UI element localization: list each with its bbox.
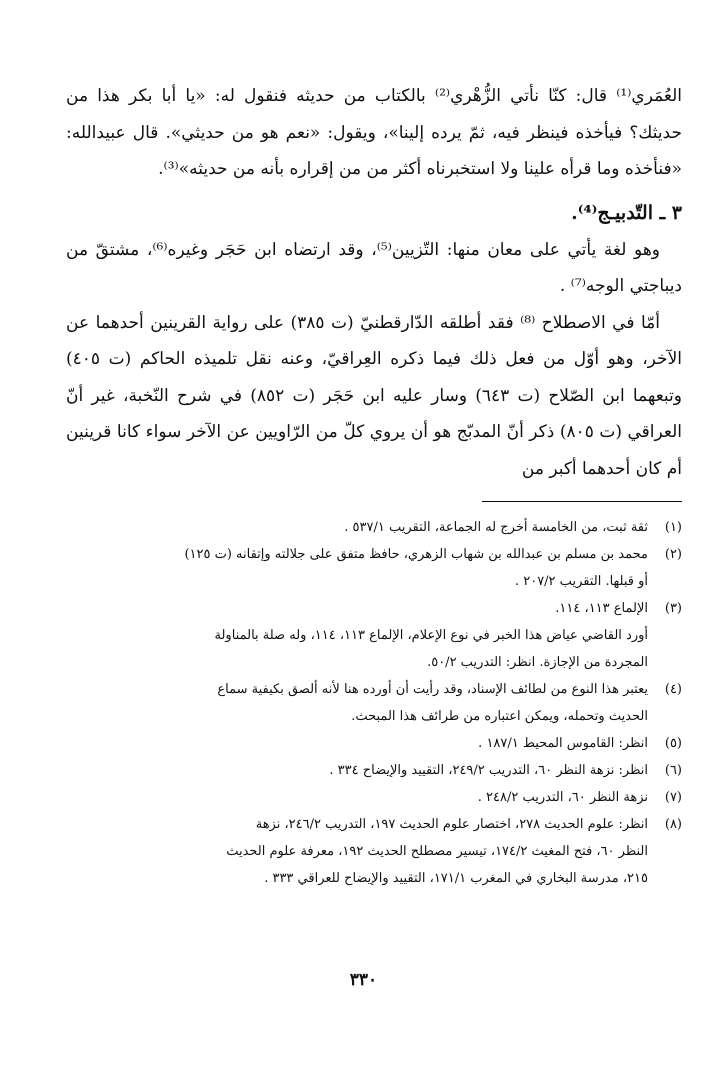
footnote-line: نزهة النظر ٦٠، التدريب ٢٤٨/٢ . [477, 790, 648, 805]
footnote-number: (٤) [664, 682, 682, 697]
section-heading: ٣ ـ التّدبيـج⁽⁴⁾. [571, 201, 682, 224]
paragraph-1: العُمَري⁽¹⁾ قال: كنّا نأتي الزُّهْري⁽²⁾ بالكتاب من حديثه فنقول له: «يا أبا بكر هذا من حديثك؟ فيأخذه فينظر فيه، ثمّ يرده إلينا»، ويقول: «نعم هو من حديثي». قال عبيدالله: «فنأخذه وما قرأه علينا ولا استخبرناه أكثر من من إقراره بأنه من حديثه»⁽³⁾. [66, 86, 683, 179]
footnote-number: (١) [664, 520, 682, 535]
footnote [66, 811, 682, 892]
footnote-line: انظر: نزهة النظر ٦٠، التدريب ٢٤٩/٢، التقييد والإيضاح ٣٣٤ . [329, 763, 648, 778]
footnote-line: انظر: علوم الحديث ٢٧٨، اختصار علوم الحديث ١٩٧، التدريب ٢٤٦/٢، نزهة [255, 817, 648, 832]
paragraph-2: وهو لغة يأتي على معان منها: التّزيين⁽⁵⁾، وقد ارتضاه ابن حَجَر وغيره⁽⁶⁾، مشتقّ من ديباجتي الوجه⁽⁷⁾ . [66, 239, 682, 296]
footnote-number: (٦) [664, 763, 682, 778]
footnote [66, 730, 682, 757]
page-content [66, 78, 682, 892]
footnote-line: ٢١٥، مدرسة البخاري في المغرب ١٧١/١، التقييد والإيضاح للعراقي ٣٣٣ . [264, 871, 648, 886]
footnote-number: (٣) [664, 601, 682, 616]
footnote-line: أو قبلها. التقريب ٢٠٧/٢ . [514, 574, 648, 589]
footnote-line: يعتبر هذا النوع من لطائف الإسناد، وقد رأيت أن أورده هنا لأنه ألصق بكيفية سماع [217, 682, 648, 697]
footnote [66, 541, 682, 595]
footnote-line: المجردة من الإجازة. انظر: التدريب ٥٠/٢. [427, 655, 648, 670]
footnote [66, 757, 682, 784]
footnote-line: النظر ٦٠، فتح المغيث ١٧٤/٢، تيسير مصطلح الحديث ١٩٢، معرفة علوم الحديث [226, 844, 648, 859]
footnote-line: محمد بن مسلم بن عبدالله بن شهاب الزهري، حافظ متفق على جلالته وإتقانه (ت ١٢٥) [184, 547, 648, 562]
footnote-line: أورد القاضي عياض هذا الخبر في نوع الإعلام، الإلماع ١١٣، ١١٤، وله صلة بالمناولة [214, 628, 648, 643]
footnote [66, 676, 682, 730]
paragraph-3: أمّا في الاصطلاح ⁽⁸⁾ فقد أطلقه الدّارقطنيّ (ت ٣٨٥) على رواية القرينين أحدهما عن الآخر، وهو أوّل من فعل ذلك فيما ذكره العِراقيّ، وعنه نقل تلميذه الحاكم (ت ٤٠٥) وتبعهما ابن الصّلاح (ت ٦٤٣) وسار عليه ابن حَجَر (ت ٨٥٢) في شرح النّخبة، غير أنّ العراقي (ت ٨٠٥) ذكر أنّ المدبّج هو أن يروي كلّ من الرّاويين عن الآخر سواء كانا قرينين أم كان أحدهما أكبر من [66, 312, 682, 479]
footnotes [66, 514, 682, 892]
footnote-line: انظر: القاموس المحيط ١٨٧/١ . [478, 736, 648, 751]
footnote-number: (٧) [664, 790, 682, 805]
footnote-number: (٢) [664, 547, 682, 562]
footnote-line: الإلماع ١١٣، ١١٤. [555, 601, 648, 616]
footnote [66, 784, 682, 811]
footnote [66, 514, 682, 541]
footnote-line: ثقة ثبت، من الخامسة أخرج له الجماعة، التقريب ٥٣٧/١ . [344, 520, 648, 535]
page-number: ٣٣٠ [349, 970, 378, 990]
footnote [66, 595, 682, 676]
footnote-separator [482, 501, 682, 502]
footnote-line: الحديث وتحمله، ويمكن اعتباره من طرائف هذا المبحث. [351, 709, 648, 724]
footnote-number: (٨) [664, 817, 682, 832]
footnote-number: (٥) [664, 736, 682, 751]
body-text [66, 78, 682, 487]
